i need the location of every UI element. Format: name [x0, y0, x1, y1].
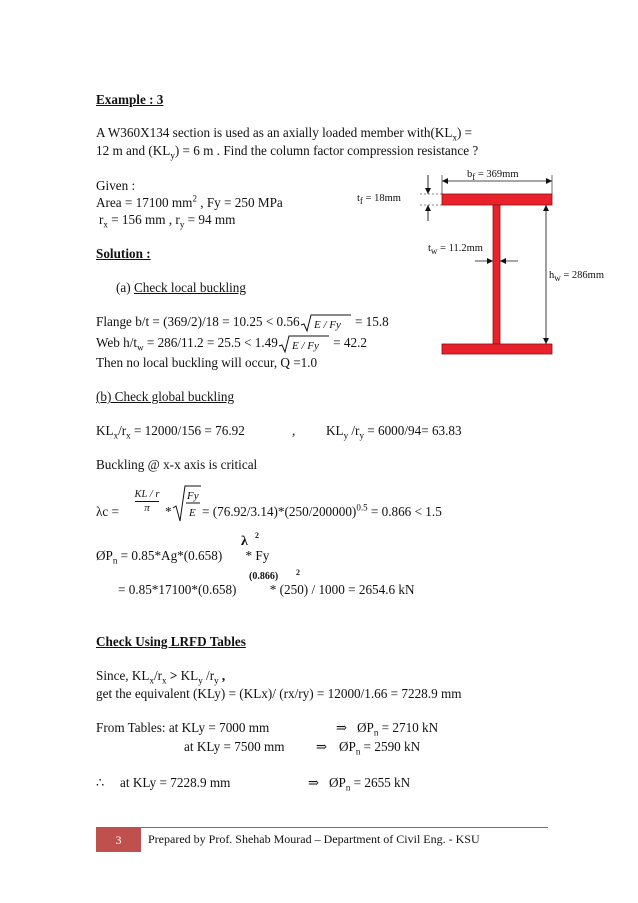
critical-axis: Buckling @ x-x axis is critical	[96, 457, 258, 472]
table-result-7000: $ØP_n = 2710$ kN	[357, 720, 439, 738]
global-buckling-heading: (b) Check global buckling	[96, 389, 235, 404]
tw-label: $t_w = 11.2mm$	[428, 243, 483, 257]
bf-label: $b_f = 369mm$	[467, 169, 519, 183]
given-radii: $r_x = 156$ mm , $r_y = 94$ mm	[99, 212, 236, 230]
slenderness-x: $KL_x/r_x = 12000/156 = 76.92$	[96, 423, 245, 441]
given-area: Area = 17100 $mm^2$ , Fy = 250 MPa	[96, 193, 283, 210]
svg-text:E: E	[189, 507, 196, 519]
final-result: $ØP_n = 2655$ kN	[329, 775, 411, 793]
table-result-7500: $ØP_n = 2590$ kN	[339, 739, 421, 757]
sqrt-symbol	[278, 334, 330, 354]
sqrt-symbol	[300, 313, 352, 333]
exponent-value-two: 2	[296, 568, 300, 577]
web	[493, 205, 500, 344]
since-line: Since, $KL_x/r_x > KL_y$ $/r_y$ ,	[96, 668, 226, 686]
lambda-value: = $(76.92/3.14)*(250/200000)^{0.5} = 0.866 < 1.5$	[202, 502, 442, 519]
tf-label: $t_f = 18mm$	[357, 193, 401, 207]
exponent-lambda: λ	[241, 534, 248, 549]
footer-rule	[96, 827, 548, 828]
no-local-buckling: Then no local buckling will occur, Q =1.0	[96, 355, 318, 370]
multiply-sign: *	[165, 504, 172, 519]
web-radicand: E / Fy	[291, 340, 319, 352]
implies-icon: ⇒	[308, 775, 320, 790]
phi-pn-calc: = 0.85*17100*(0.658) * (250) / 1000 = 2654.6 kN	[118, 582, 415, 597]
exponent-value: (0.866)	[249, 571, 279, 582]
phi-pn-formula: $ØP_n = 0.85*Ag*(0.658) * Fy$	[96, 548, 270, 566]
hw-label: $h_w = 286mm$	[549, 270, 605, 284]
table-row-7500: at KLy = 7500 mm	[184, 739, 285, 754]
lrfd-heading: Check Using LRFD Tables	[96, 634, 246, 649]
lambda-fraction: $\frac{KL / r}{\pi}$	[134, 489, 160, 514]
problem-line-1: A W360X134 section is used as an axially loaded member $with(KL_x)$ =	[96, 125, 473, 143]
footer-credit: Prepared by Prof. Shehab Mourad – Department of Civil Eng. - KSU	[148, 832, 480, 846]
bottom-flange	[442, 344, 552, 354]
solution-label: Solution :	[96, 246, 151, 261]
slenderness-comma: ,	[292, 423, 296, 438]
equivalent-kly: get the equivalent (KLy) = (KLx)/ (rx/ry) = 12000/1.66 = 7228.9 mm	[96, 686, 462, 701]
sqrt-fy-over-e	[172, 484, 202, 528]
slenderness-y: $KL_y$ $/r_y = 6000/94= 63.83$	[326, 423, 462, 441]
flange-check: Flange b/t = (369/2)/18 = 10.25 < 0.56 E / Fy = 15.8	[96, 314, 389, 331]
problem-line-2: 12 m and $(KL_y) = 6$ m . Find the column factor compression resistance ?	[96, 143, 479, 161]
page-number: 3	[96, 828, 141, 852]
therefore-icon: ∴	[96, 775, 105, 790]
flange-radicand: E / Fy	[313, 319, 341, 331]
implies-icon: ⇒	[316, 739, 328, 754]
top-flange	[442, 194, 552, 205]
example-title: Example : 3	[96, 92, 164, 107]
exponent-two: 2	[255, 531, 259, 540]
table-row-7000: From Tables: at KLy = 7000 mm	[96, 720, 270, 735]
implies-icon: ⇒	[336, 720, 348, 735]
web-check: Web $h/t_w = 286/11.2 = 25.5 < 1.49$ E / Fy = 42.2	[96, 335, 367, 353]
local-buckling-heading: (a) Check local buckling	[116, 280, 246, 295]
lambda-label: λc =	[96, 504, 119, 519]
given-label: Given :	[96, 178, 136, 193]
final-kly: at KLy = 7228.9 mm	[120, 775, 231, 790]
svg-text:Fy: Fy	[187, 490, 199, 502]
